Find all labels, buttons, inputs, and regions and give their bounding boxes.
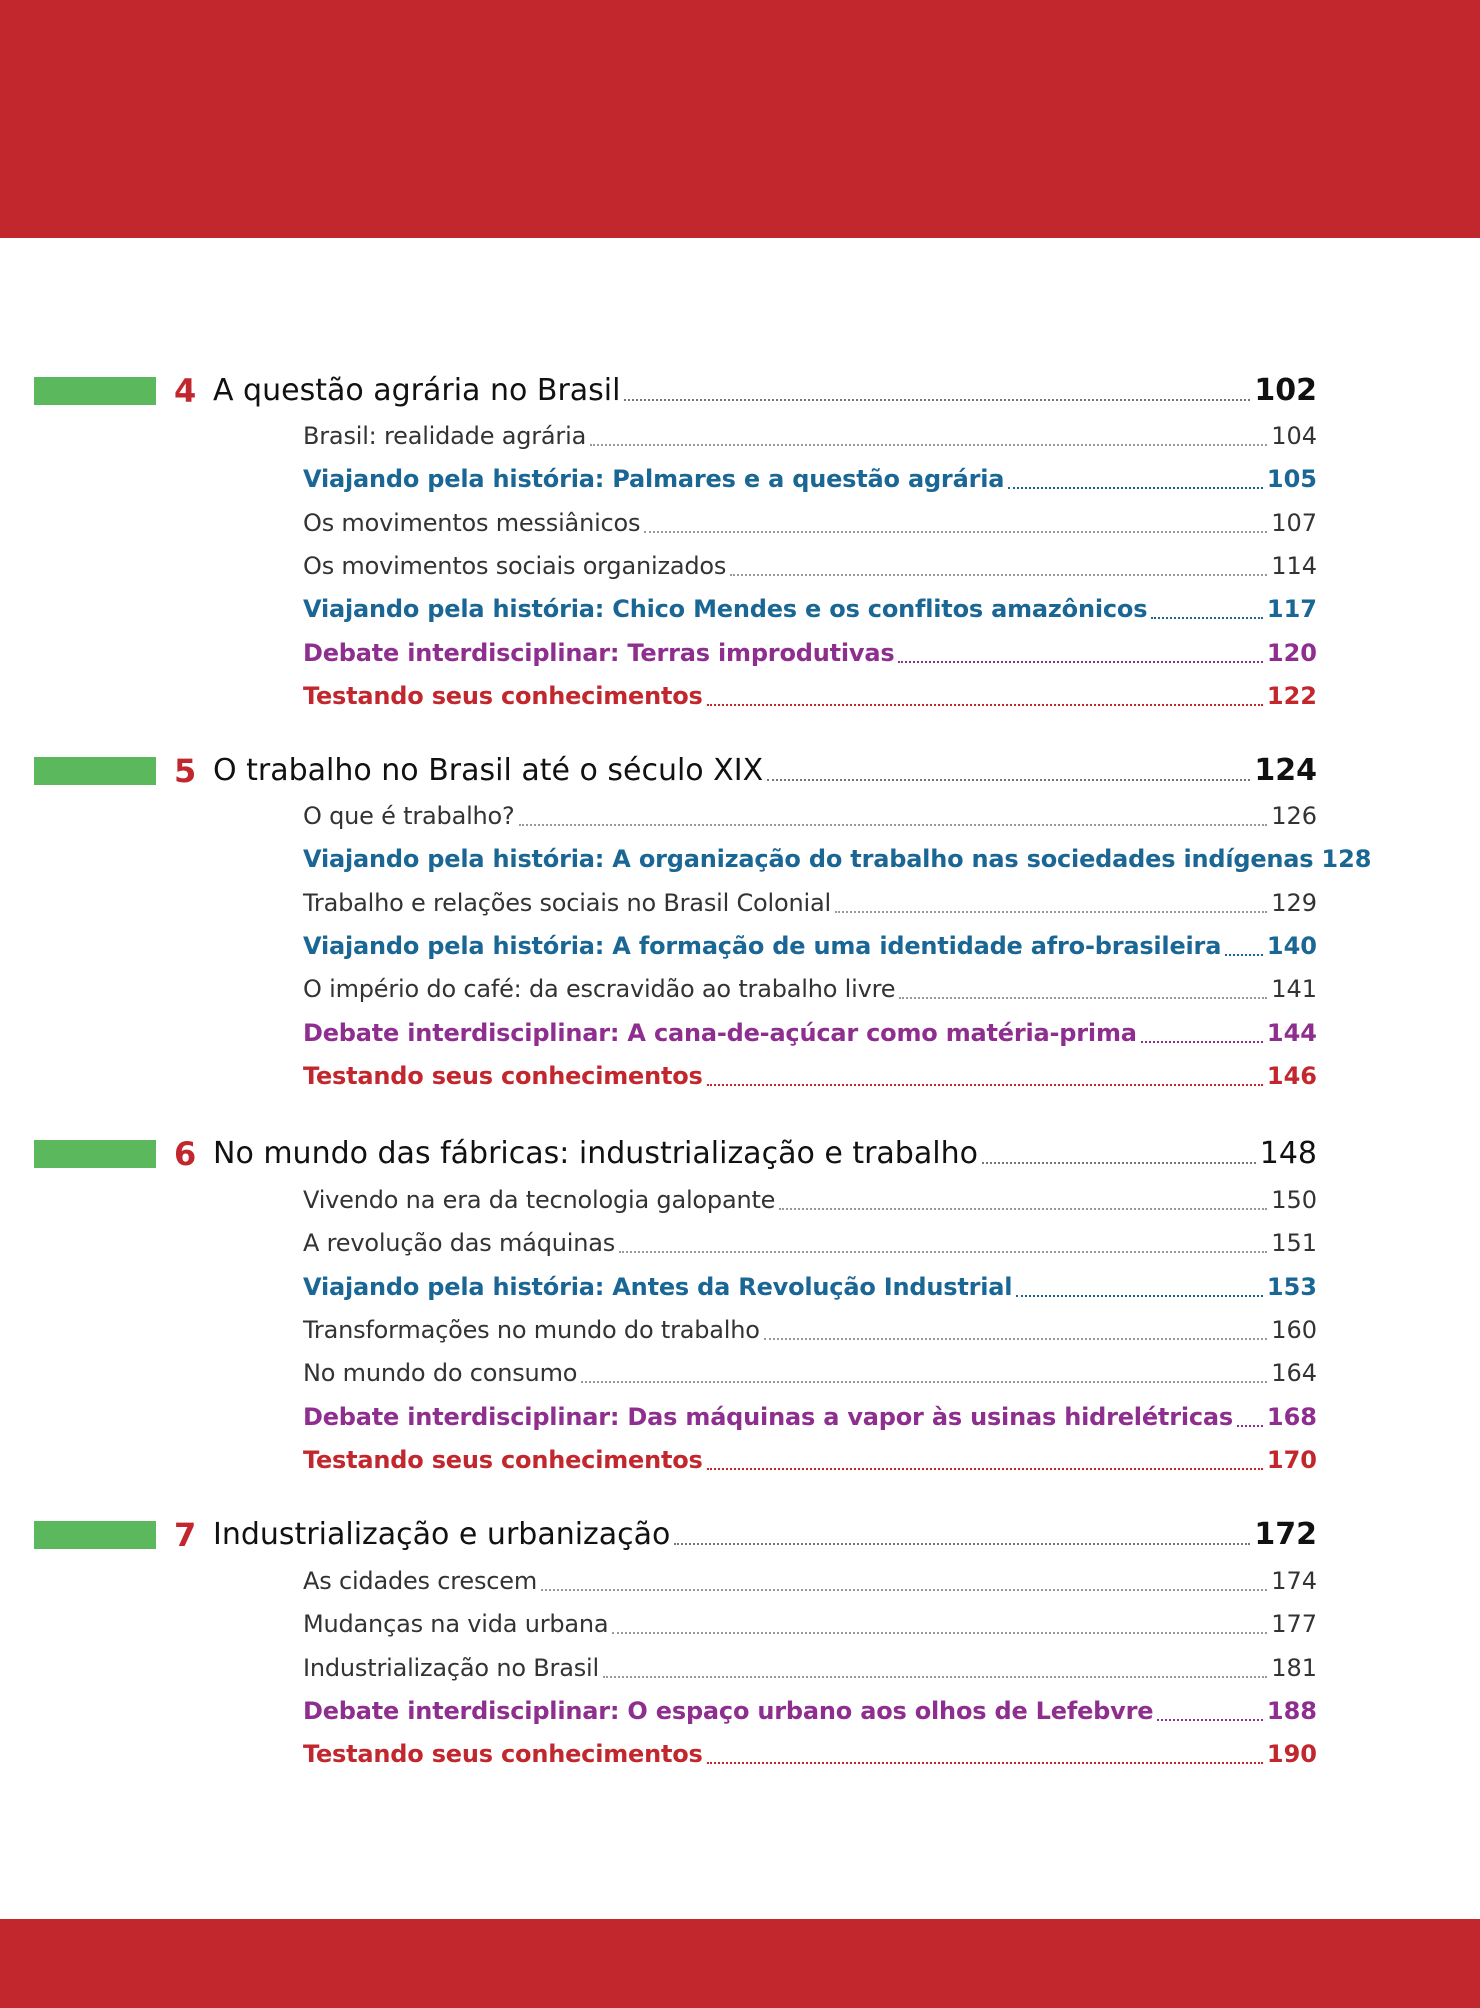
toc-entry[interactable] — [303, 1013, 1317, 1053]
entry-title: O que é trabalho? — [303, 802, 515, 830]
entry-title: Debate interdisciplinar: Das máquinas a vapor às usinas hidrelétricas — [303, 1403, 1233, 1431]
toc-entry[interactable] — [303, 1604, 1317, 1644]
entry-page-number: 107 — [1271, 509, 1317, 537]
entry-page-number: 114 — [1271, 552, 1317, 580]
toc-entry[interactable] — [303, 676, 1317, 716]
entry-page-number: 129 — [1271, 889, 1317, 917]
entry-page-number: 153 — [1266, 1273, 1317, 1301]
toc-entry[interactable] — [303, 839, 1372, 879]
chapter-heading[interactable] — [0, 369, 1480, 413]
entry-page-number: 181 — [1271, 1654, 1317, 1682]
entry-title: Viajando pela história: Palmares e a questão agrária — [303, 465, 1005, 493]
entry-title: Vivendo na era da tecnologia galopante — [303, 1186, 776, 1214]
toc-entry[interactable] — [303, 416, 1317, 456]
chapter-page-number: 124 — [1254, 753, 1317, 788]
dot-leader — [764, 1336, 1267, 1340]
entry-title: Os movimentos messiânicos — [303, 509, 641, 537]
dot-leader — [590, 442, 1267, 446]
entry-page-number: 150 — [1271, 1186, 1317, 1214]
entry-title: Debate interdisciplinar: Terras improdutivas — [303, 639, 895, 667]
chapter-number: 5 — [174, 752, 197, 790]
chapter-marker-bar — [34, 1140, 156, 1168]
chapter-line — [213, 369, 1317, 413]
entry-title: Testando seus conhecimentos — [303, 1062, 703, 1090]
entry-title: Os movimentos sociais organizados — [303, 552, 727, 580]
entry-page-number: 144 — [1266, 1019, 1317, 1047]
toc-entry[interactable] — [303, 1561, 1317, 1601]
entry-page-number: 177 — [1271, 1610, 1317, 1638]
entry-page-number: 140 — [1266, 932, 1317, 960]
entry-title: Debate interdisciplinar: O espaço urbano aos olhos de Lefebvre — [303, 1697, 1154, 1725]
entry-page-number: 146 — [1266, 1062, 1317, 1090]
entry-page-number: 104 — [1271, 422, 1317, 450]
entry-title: Testando seus conhecimentos — [303, 1446, 703, 1474]
entry-page-number: 170 — [1266, 1446, 1317, 1474]
entry-title: Viajando pela história: Antes da Revolução Industrial — [303, 1273, 1013, 1301]
entry-title: Mudanças na vida urbana — [303, 1610, 609, 1638]
toc-entry[interactable] — [303, 589, 1317, 629]
dot-leader — [707, 1466, 1263, 1470]
toc-entry[interactable] — [303, 1223, 1317, 1263]
toc-entry[interactable] — [303, 1397, 1317, 1437]
chapter-line — [213, 1132, 1317, 1176]
toc-entry[interactable] — [303, 546, 1317, 586]
entry-title: Testando seus conhecimentos — [303, 1740, 703, 1768]
toc-entry[interactable] — [303, 926, 1317, 966]
dot-leader — [619, 1249, 1267, 1253]
entry-page-number: 105 — [1266, 465, 1317, 493]
toc-entry[interactable] — [303, 1691, 1317, 1731]
chapter-title: Industrialização e urbanização — [213, 1517, 671, 1552]
entry-title: Viajando pela história: A organização do trabalho nas sociedades indígenas — [303, 845, 1314, 873]
entry-page-number: 160 — [1271, 1316, 1317, 1344]
dot-leader — [898, 659, 1262, 663]
chapter-marker-bar — [34, 377, 156, 405]
chapter-number: 4 — [174, 372, 197, 410]
dot-leader — [1157, 1717, 1263, 1721]
entry-title: As cidades crescem — [303, 1567, 538, 1595]
dot-leader — [730, 572, 1267, 576]
entry-title: Testando seus conhecimentos — [303, 682, 703, 710]
dot-leader — [1016, 1293, 1263, 1297]
toc-entry[interactable] — [303, 883, 1317, 923]
entry-title: A revolução das máquinas — [303, 1229, 616, 1257]
dot-leader — [707, 1082, 1263, 1086]
dot-leader — [779, 1206, 1267, 1210]
chapter-line — [213, 749, 1317, 793]
toc-entry[interactable] — [303, 1734, 1317, 1774]
chapter-title: No mundo das fábricas: industrialização e trabalho — [213, 1136, 978, 1171]
toc-entry[interactable] — [303, 1648, 1317, 1688]
top-color-band — [0, 0, 1480, 238]
dot-leader — [707, 1760, 1263, 1764]
chapter-heading[interactable] — [0, 1513, 1480, 1557]
entry-title: Viajando pela história: Chico Mendes e os conflitos amazônicos — [303, 595, 1148, 623]
chapter-marker-bar — [34, 757, 156, 785]
entry-title: Debate interdisciplinar: A cana-de-açúcar como matéria-prima — [303, 1019, 1137, 1047]
dot-leader — [1151, 615, 1263, 619]
toc-entry[interactable] — [303, 1353, 1317, 1393]
entry-page-number: 141 — [1271, 975, 1317, 1003]
entry-page-number: 128 — [1321, 845, 1372, 873]
entry-title: Transformações no mundo do trabalho — [303, 1316, 760, 1344]
dot-leader — [899, 995, 1267, 999]
toc-entry[interactable] — [303, 969, 1317, 1009]
chapter-title: A questão agrária no Brasil — [213, 373, 621, 408]
chapter-title: O trabalho no Brasil até o século XIX — [213, 753, 764, 788]
dot-leader — [1225, 952, 1263, 956]
toc-entry[interactable] — [303, 1180, 1317, 1220]
entry-page-number: 120 — [1266, 639, 1317, 667]
toc-entry[interactable] — [303, 1267, 1317, 1307]
dot-leader — [541, 1587, 1267, 1591]
dot-leader — [624, 397, 1250, 401]
entry-page-number: 122 — [1266, 682, 1317, 710]
chapter-page-number: 148 — [1259, 1136, 1317, 1171]
entry-page-number: 188 — [1266, 1697, 1317, 1725]
entry-page-number: 168 — [1266, 1403, 1317, 1431]
dot-leader — [612, 1630, 1267, 1634]
dot-leader — [674, 1541, 1250, 1545]
entry-title: Viajando pela história: A formação de uma identidade afro-brasileira — [303, 932, 1222, 960]
entry-page-number: 190 — [1266, 1740, 1317, 1768]
toc-entry[interactable] — [303, 459, 1317, 499]
entry-title: O império do café: da escravidão ao trabalho livre — [303, 975, 896, 1003]
entry-page-number: 151 — [1271, 1229, 1317, 1257]
chapter-page-number: 102 — [1254, 373, 1317, 408]
chapter-page-number: 172 — [1254, 1517, 1317, 1552]
entry-title: No mundo do consumo — [303, 1359, 578, 1387]
toc-entry[interactable] — [303, 1056, 1317, 1096]
dot-leader — [707, 702, 1263, 706]
dot-leader — [603, 1674, 1267, 1678]
entry-page-number: 164 — [1271, 1359, 1317, 1387]
dot-leader — [835, 909, 1267, 913]
dot-leader — [519, 822, 1268, 826]
dot-leader — [581, 1379, 1267, 1383]
dot-leader — [982, 1160, 1256, 1164]
chapter-heading[interactable] — [0, 1132, 1480, 1176]
chapter-line — [213, 1513, 1317, 1557]
dot-leader — [644, 529, 1267, 533]
dot-leader — [1008, 485, 1263, 489]
entry-page-number: 126 — [1271, 802, 1317, 830]
toc-entry[interactable] — [303, 796, 1317, 836]
chapter-number: 6 — [174, 1135, 197, 1173]
toc-entry[interactable] — [303, 1310, 1317, 1350]
bottom-color-band — [0, 1919, 1480, 2008]
entry-title: Industrialização no Brasil — [303, 1654, 599, 1682]
chapter-marker-bar — [34, 1521, 156, 1549]
toc-entry[interactable] — [303, 1440, 1317, 1480]
entry-page-number: 174 — [1271, 1567, 1317, 1595]
entry-title: Trabalho e relações sociais no Brasil Colonial — [303, 889, 831, 917]
chapter-heading[interactable] — [0, 749, 1480, 793]
chapter-number: 7 — [174, 1516, 197, 1554]
dot-leader — [1141, 1039, 1263, 1043]
entry-page-number: 117 — [1266, 595, 1317, 623]
toc-entry[interactable] — [303, 633, 1317, 673]
toc-entry[interactable] — [303, 503, 1317, 543]
dot-leader — [1237, 1423, 1263, 1427]
entry-title: Brasil: realidade agrária — [303, 422, 587, 450]
dot-leader — [767, 777, 1250, 781]
